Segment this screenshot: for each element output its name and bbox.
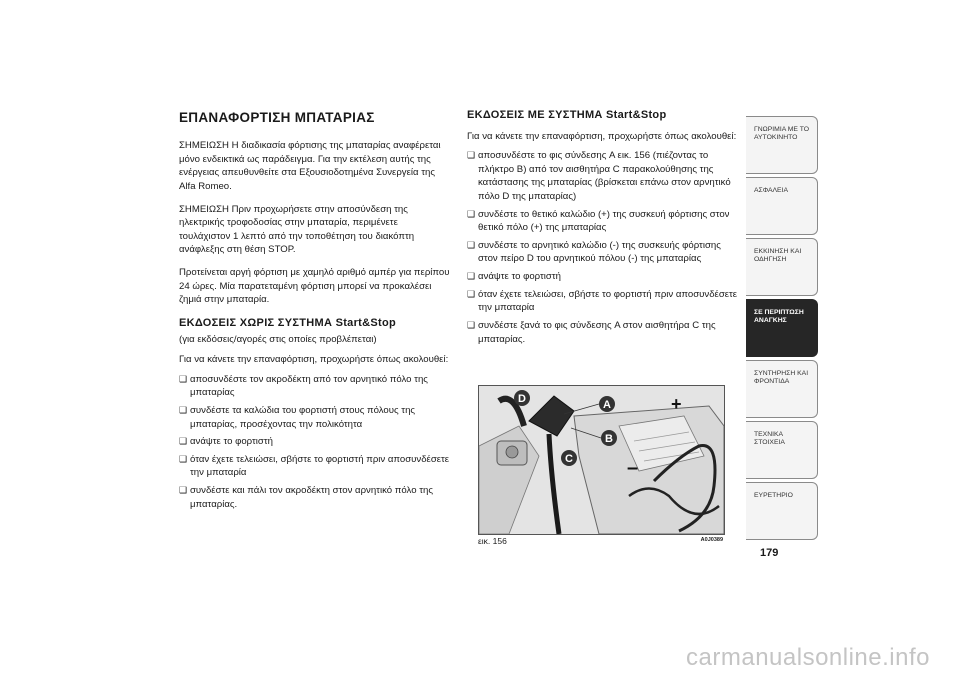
list-item: ❑ συνδέστε ξανά το φις σύνδεσης A στον αισθητήρα C της μπαταρίας. — [467, 319, 742, 346]
tab-maintenance[interactable]: ΣΥΝΤΗΡΗΣΗ ΚΑΙ ΦΡΟΝΤΙΔΑ — [746, 360, 818, 418]
svg-text:C: C — [565, 453, 573, 465]
svg-text:D: D — [518, 393, 526, 405]
tab-emergency[interactable]: ΣΕ ΠΕΡΙΠΤΩΣΗ ΑΝΑΓΚΗΣ — [746, 299, 818, 357]
step-list — [179, 373, 451, 511]
page-title: ΕΠΑΝΑΦΟΡΤΙΣΗ ΜΠΑΤΑΡΙΑΣ — [179, 110, 375, 125]
note-paragraph: ΣΗΜΕΙΩΣΗ Πριν προχωρήσετε στην αποσύνδεση της ηλεκτρικής τροφοδοσίας στην μπαταρία, περιμένετε τουλάχιστον 1 λεπτό από την τοποθέτηση του διακόπτη ανάφλεξης στη θέση STOP. — [179, 203, 415, 256]
step-list — [467, 149, 742, 346]
label-b — [601, 430, 617, 446]
minus-sign: – — [627, 457, 639, 479]
section-title: ΕΚΔΟΣΕΙΣ ΜΕ ΣΥΣΤΗΜΑ Start&Stop — [467, 109, 667, 121]
list-item: ❑ συνδέστε το αρνητικό καλώδιο (-) της συσκευής φόρτισης στον πείρο D του αρνητικού πόλου (-) της μπαταρίας — [467, 239, 742, 266]
figure-caption — [478, 536, 723, 548]
label-d — [514, 390, 530, 406]
tab-index[interactable]: ΕΥΡΕΤΗΡΙΟ — [746, 482, 818, 540]
tab-technical-data[interactable]: ΤΕΧΝΙΚΑ ΣΤΟΙΧΕΙΑ — [746, 421, 818, 479]
list-item: ❑ αποσυνδέστε το φις σύνδεσης A εικ. 156 (πιέζοντας το πλήκτρο B) από τον αισθητήρα C παρακολούθησης της κατάστασης της μπαταρίας (βρίσκεται επάνω στον αρνητικό πόλο D της μπαταρίας) — [467, 149, 742, 203]
advice-paragraph: Προτείνεται αργή φόρτιση με χαμηλό αριθμό αμπέρ για περίπου 24 ώρες. Μία παρατεταμένη φόρτιση μπορεί να προκαλέσει ζημιά στην μπαταρία. — [179, 267, 450, 306]
label-a — [599, 396, 615, 412]
list-item: ❑ ανάψτε το φορτιστή — [179, 435, 451, 449]
battery-figure — [478, 385, 725, 535]
tab-safety[interactable]: ΑΣΦΑΛΕΙΑ — [746, 177, 818, 235]
watermark: carmanualsonline.info — [686, 644, 930, 671]
page-number: 179 — [760, 547, 779, 559]
section-title: ΕΚΔΟΣΕΙΣ ΧΩΡΙΣ ΣΥΣΤΗΜΑ Start&Stop — [179, 316, 397, 329]
tab-getting-to-know[interactable]: ΓΝΩΡΙΜΙΑ ΜΕ ΤΟ ΑΥΤΟΚΙΝΗΤΟ — [746, 116, 818, 174]
left-column — [179, 108, 451, 515]
tab-starting-driving[interactable]: ΕΚΚΙΝΗΣΗ ΚΑΙ ΟΔΗΓΗΣΗ — [746, 238, 818, 296]
chapter-tabs — [746, 116, 818, 543]
intro-text: Για να κάνετε την επαναφόρτιση, προχωρήστε όπως ακολουθεί: — [179, 354, 449, 366]
figure-code: A0J0389 — [700, 537, 723, 543]
battery-illustration — [479, 386, 724, 534]
list-item: ❑ όταν έχετε τελειώσει, σβήστε το φορτιστή πριν αποσυνδέσετε την μπαταρία — [179, 453, 451, 480]
list-item: ❑ αποσυνδέστε τον ακροδέκτη από τον αρνητικό πόλο της μπαταρίας — [179, 373, 451, 400]
list-item: ❑ συνδέστε τα καλώδια του φορτιστή στους πόλους της μπαταρίας, προσέχοντας την πολικότητα — [179, 404, 451, 431]
list-item: ❑ όταν έχετε τελειώσει, σβήστε το φορτιστή πριν αποσυνδέσετε την μπαταρία — [467, 288, 742, 315]
figure-number: εικ. 156 — [478, 536, 507, 546]
right-column — [467, 108, 742, 350]
list-item: ❑ ανάψτε το φορτιστή — [467, 270, 742, 284]
label-c — [561, 450, 577, 466]
intro-text: Για να κάνετε την επαναφόρτιση, προχωρήστε όπως ακολουθεί: — [467, 130, 737, 142]
svg-text:A: A — [603, 399, 611, 411]
note-paragraph: ΣΗΜΕΙΩΣΗ Η διαδικασία φόρτισης της μπαταρίας αναφέρεται μόνο ενδεικτικά ως παράδειγμα. Για την εκτέλεση αυτής της ενέργειας απευθυνθείτε στα Εξουσιοδοτημένα Συνεργεία της Alfa Romeo. — [179, 140, 441, 192]
section-subtitle: (για εκδόσεις/αγορές στις οποίες προβλέπεται) — [179, 334, 377, 346]
plus-sign: + — [671, 394, 682, 414]
svg-text:B: B — [605, 433, 613, 445]
list-item: ❑ συνδέστε και πάλι τον ακροδέκτη στον αρνητικό πόλο της μπαταρίας. — [179, 484, 451, 511]
list-item: ❑ συνδέστε το θετικό καλώδιο (+) της συσκευή φόρτισης στον θετικό πόλο (+) της μπαταρίας — [467, 208, 742, 235]
